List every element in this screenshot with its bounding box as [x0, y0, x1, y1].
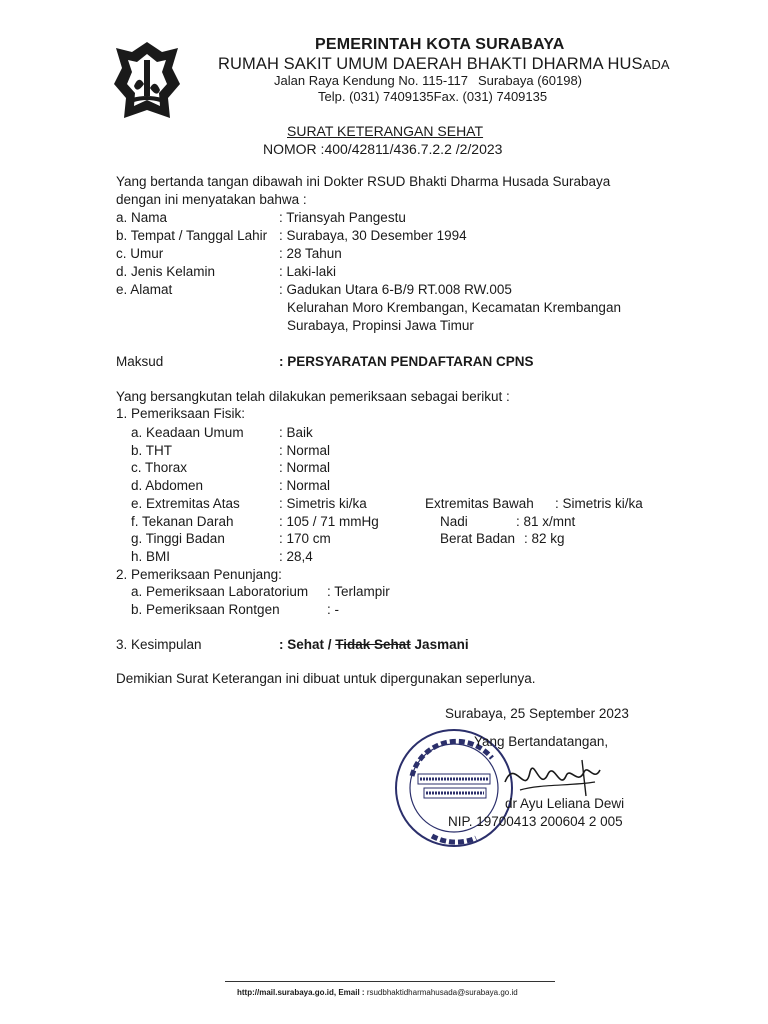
conclusion-value [279, 637, 469, 652]
exam-extra-label: Berat Badan [440, 531, 516, 546]
exam-item-label: e. Extremitas Atas [131, 496, 240, 511]
exam-item-label: g. Tinggi Badan [131, 531, 225, 546]
closing-statement: Demikian Surat Keterangan ini dibuat untuk dipergunakan seperlunya. [116, 671, 536, 686]
letterhead-government: PEMERINTAH KOTA SURABAYA [315, 36, 565, 53]
letterhead-address [274, 73, 582, 88]
letterhead-hospital-tail: ADA [642, 57, 670, 72]
identity-value: : Surabaya, 30 Desember 1994 [279, 228, 467, 243]
identity-label: d. Jenis Kelamin [116, 264, 216, 279]
exam-item-label: b. THT [131, 443, 173, 458]
intro-line-1: Yang bertanda tangan dibawah ini Dokter RSUD Bhakti Dharma Husada Surabaya [116, 174, 611, 189]
exam-item-label: h. BMI [131, 549, 171, 564]
document-title: SURAT KETERANGAN SEHAT [287, 123, 484, 139]
signatory-nip: NIP. 19700413 200604 2 005 [448, 814, 623, 829]
letterhead-phone: Telp. (031) 7409135Fax. (031) 7409135 [318, 89, 548, 104]
letterhead-hospital [218, 55, 670, 74]
support-exam-heading: 2. Pemeriksaan Penunjang: [116, 567, 282, 582]
footer-web: http://mail.surabaya.go.id, Email : [237, 988, 367, 997]
exam-item-value: : Normal [279, 478, 331, 493]
identity-value: : Triansyah Pangestu [279, 210, 406, 225]
footer-email: rsudbhaktidharmahusada@surabaya.go.id [366, 988, 518, 997]
signature-place-date: Surabaya, 25 September 2023 [445, 706, 629, 721]
identity-value: : Laki-laki [279, 264, 337, 279]
support-item-value: : Terlampir [327, 584, 390, 599]
identity-label: b. Tempat / Tanggal Lahir [116, 228, 268, 243]
exam-item-value: : Baik [279, 425, 313, 440]
physical-exam-heading: 1. Pemeriksaan Fisik: [116, 406, 246, 421]
conclusion-suffix: Jasmani [410, 637, 469, 652]
exam-extra-label: Nadi [440, 514, 468, 529]
signature-role: Yang Bertandatangan, [474, 734, 609, 749]
identity-value: : 28 Tahun [279, 246, 342, 261]
identity-label: c. Umur [116, 246, 164, 261]
identity-value: : Gadukan Utara 6-B/9 RT.008 RW.005 [279, 282, 512, 297]
conclusion-label: 3. Kesimpulan [116, 637, 202, 652]
exam-intro: Yang bersangkutan telah dilakukan pemeriksaan sebagai berikut : [116, 389, 510, 404]
letterhead-street: Jalan Raya Kendung No. 115-117 [274, 73, 468, 88]
conclusion-struck: Tidak Sehat [335, 637, 411, 652]
exam-item-value: : Normal [279, 460, 331, 475]
surabaya-crest-icon [112, 40, 182, 122]
handwritten-signature-icon [500, 752, 610, 802]
address-continuation: Surabaya, Propinsi Jawa Timur [287, 318, 474, 333]
address-continuation: Kelurahan Moro Krembangan, Kecamatan Krembangan [287, 300, 621, 315]
letterhead-city: Surabaya (60198) [477, 73, 583, 88]
intro-line-2: dengan ini menyatakan bahwa : [116, 192, 307, 207]
purpose-label: Maksud [116, 354, 164, 369]
support-item-label: b. Pemeriksaan Rontgen [131, 602, 280, 617]
exam-item-label: c. Thorax [131, 460, 188, 475]
exam-item-label: d. Abdomen [131, 478, 204, 493]
exam-item-value: : 170 cm [279, 531, 331, 546]
exam-item-value: : 105 / 71 mmHg [279, 514, 379, 529]
exam-item-value: : Simetris ki/ka [279, 496, 367, 511]
exam-item-value: : Normal [279, 443, 331, 458]
exam-extra-value: : 82 kg [524, 531, 565, 546]
exam-extra-label: Extremitas Bawah [425, 496, 534, 511]
footer-divider [225, 981, 555, 982]
exam-extra-value: : Simetris ki/ka [555, 496, 643, 511]
exam-extra-value: : 81 x/mnt [516, 514, 576, 529]
signatory-name: dr Ayu Leliana Dewi [505, 796, 625, 811]
document-number: NOMOR :400/42811/436.7.2.2 /2/2023 [263, 141, 503, 157]
footer-contact [237, 988, 518, 997]
identity-label: e. Alamat [116, 282, 173, 297]
support-item-label: a. Pemeriksaan Laboratorium [131, 584, 309, 599]
support-item-value: : - [327, 602, 339, 617]
exam-item-label: f. Tekanan Darah [131, 514, 234, 529]
purpose-value: : PERSYARATAN PENDAFTARAN CPNS [279, 354, 534, 369]
exam-item-label: a. Keadaan Umum [131, 425, 244, 440]
letterhead-hospital-name: RUMAH SAKIT UMUM DAERAH BHAKTI DHARMA HUS [218, 55, 643, 73]
identity-label: a. Nama [116, 210, 168, 225]
exam-item-value: : 28,4 [279, 549, 313, 564]
conclusion-prefix: : Sehat / [279, 637, 336, 652]
